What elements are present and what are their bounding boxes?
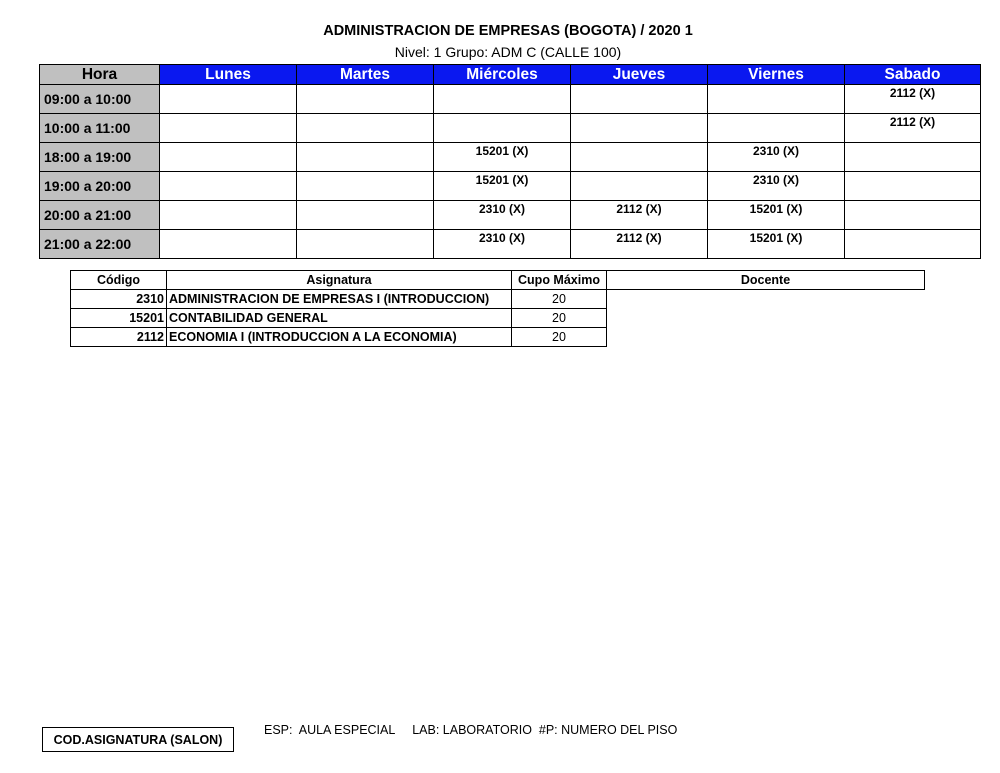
day-header-martes: Martes <box>297 65 434 85</box>
class-slot: 2310 (X) <box>478 202 526 216</box>
schedule-cell <box>571 230 708 259</box>
class-slot <box>160 114 296 115</box>
schedule-cell <box>571 201 708 230</box>
schedule-table <box>39 64 981 259</box>
schedule-row <box>40 201 981 230</box>
schedule-cell <box>708 85 845 114</box>
time-slot-label: 10:00 a 11:00 <box>40 114 160 143</box>
course-capacity: 20 <box>512 309 607 328</box>
schedule-cell <box>297 172 434 201</box>
class-slot <box>571 85 707 86</box>
class-slot: 15201 (X) <box>749 231 803 245</box>
class-slot <box>297 114 433 115</box>
course-name: ECONOMIA I (INTRODUCCION A LA ECONOMIA) <box>167 328 512 347</box>
schedule-cell <box>708 114 845 143</box>
table-row <box>71 328 925 347</box>
class-slot <box>297 143 433 144</box>
time-slot-label: 20:00 a 21:00 <box>40 201 160 230</box>
docente-header: Docente <box>607 271 925 290</box>
class-slot <box>297 172 433 173</box>
class-slot: 2112 (X) <box>616 231 662 245</box>
schedule-cell <box>845 230 981 259</box>
time-slot-label: 21:00 a 22:00 <box>40 230 160 259</box>
time-slot-label: 19:00 a 20:00 <box>40 172 160 201</box>
class-slot <box>434 114 570 115</box>
schedule-cell <box>297 230 434 259</box>
class-slot <box>297 85 433 86</box>
course-capacity: 20 <box>512 328 607 347</box>
class-slot <box>845 172 980 173</box>
class-slot <box>571 114 707 115</box>
schedule-row <box>40 85 981 114</box>
schedule-cell <box>434 114 571 143</box>
time-slot-label: 18:00 a 19:00 <box>40 143 160 172</box>
cupo-header: Cupo Máximo <box>512 271 607 290</box>
time-slot-label: 09:00 a 10:00 <box>40 85 160 114</box>
schedule-row <box>40 114 981 143</box>
schedule-header-row <box>40 65 981 85</box>
day-header-viernes: Viernes <box>708 65 845 85</box>
legend-text: ESP: AULA ESPECIAL LAB: LABORATORIO #P: NUMERO DEL PISO <box>264 723 678 737</box>
class-slot: 2112 (X) <box>616 202 662 216</box>
courses-table <box>70 270 925 347</box>
course-name: CONTABILIDAD GENERAL <box>167 309 512 328</box>
class-slot <box>571 143 707 144</box>
schedule-cell <box>571 143 708 172</box>
schedule-cell <box>708 172 845 201</box>
day-header-sabado: Sabado <box>845 65 981 85</box>
schedule-cell <box>708 143 845 172</box>
schedule-cell <box>160 201 297 230</box>
table-row <box>71 290 925 309</box>
schedule-cell <box>434 230 571 259</box>
class-slot <box>845 143 980 144</box>
schedule-cell <box>434 85 571 114</box>
schedule-cell <box>845 85 981 114</box>
legend-box: COD.ASIGNATURA (SALON) <box>42 727 234 752</box>
schedule-cell <box>160 230 297 259</box>
course-code: 15201 <box>71 309 167 328</box>
page-title: ADMINISTRACION DE EMPRESAS (BOGOTA) / 2020 1 <box>323 23 693 39</box>
class-slot: 2310 (X) <box>752 173 800 187</box>
class-slot <box>160 85 296 86</box>
courses-header-row <box>71 271 925 290</box>
class-slot <box>160 230 296 231</box>
class-slot <box>708 114 844 115</box>
class-slot: 15201 (X) <box>475 144 529 158</box>
course-teacher <box>607 328 925 347</box>
class-slot <box>845 201 980 202</box>
table-row <box>71 309 925 328</box>
asignatura-header: Asignatura <box>167 271 512 290</box>
schedule-cell <box>845 114 981 143</box>
schedule-cell <box>160 85 297 114</box>
schedule-cell <box>160 143 297 172</box>
schedule-cell <box>708 201 845 230</box>
day-header-miercoles: Miércoles <box>434 65 571 85</box>
schedule-cell <box>571 85 708 114</box>
schedule-cell <box>571 172 708 201</box>
class-slot: 2310 (X) <box>478 231 526 245</box>
class-slot <box>434 85 570 86</box>
schedule-cell <box>297 201 434 230</box>
class-slot <box>297 201 433 202</box>
schedule-row <box>40 230 981 259</box>
class-slot: 2310 (X) <box>752 144 800 158</box>
schedule-cell <box>434 172 571 201</box>
hora-header: Hora <box>40 65 160 85</box>
course-name: ADMINISTRACION DE EMPRESAS I (INTRODUCCION) <box>167 290 512 309</box>
day-header-lunes: Lunes <box>160 65 297 85</box>
course-code: 2310 <box>71 290 167 309</box>
class-slot <box>708 85 844 86</box>
class-slot: 15201 (X) <box>475 173 529 187</box>
schedule-row <box>40 172 981 201</box>
schedule-cell <box>845 172 981 201</box>
class-slot: 15201 (X) <box>749 202 803 216</box>
class-slot <box>160 172 296 173</box>
class-slot <box>160 201 296 202</box>
schedule-cell <box>845 201 981 230</box>
course-code: 2112 <box>71 328 167 347</box>
schedule-cell <box>571 114 708 143</box>
schedule-cell <box>297 85 434 114</box>
schedule-cell <box>434 201 571 230</box>
schedule-cell <box>434 143 571 172</box>
class-slot <box>571 172 707 173</box>
course-teacher <box>607 309 925 328</box>
schedule-cell <box>708 230 845 259</box>
class-slot <box>845 230 980 231</box>
class-slot: 2112 (X) <box>889 115 936 129</box>
schedule-row <box>40 143 981 172</box>
schedule-cell <box>845 143 981 172</box>
day-header-jueves: Jueves <box>571 65 708 85</box>
codigo-header: Código <box>71 271 167 290</box>
schedule-cell <box>297 143 434 172</box>
schedule-cell <box>160 172 297 201</box>
schedule-cell <box>297 114 434 143</box>
schedule-cell <box>160 114 297 143</box>
class-slot <box>160 143 296 144</box>
page-subtitle: Nivel: 1 Grupo: ADM C (CALLE 100) <box>394 44 622 60</box>
course-capacity: 20 <box>512 290 607 309</box>
class-slot: 2112 (X) <box>889 86 936 100</box>
class-slot <box>297 230 433 231</box>
course-teacher <box>607 290 925 309</box>
